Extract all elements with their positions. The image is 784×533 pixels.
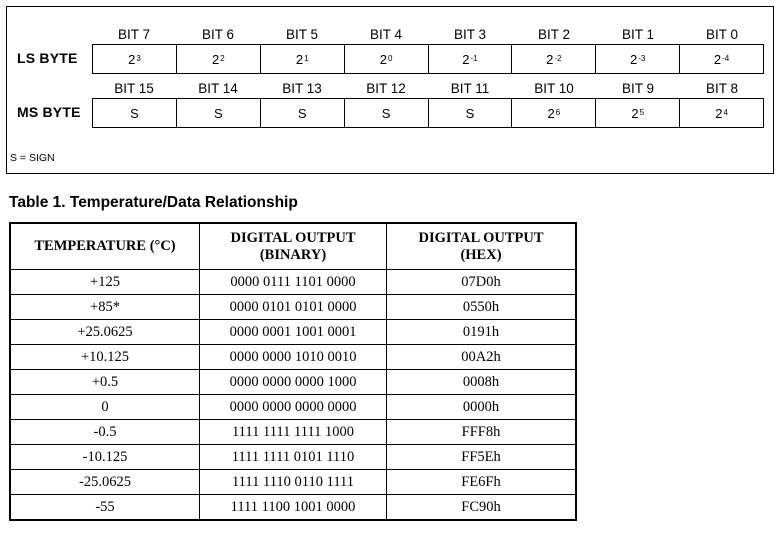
ms-bit-header: BIT 8 xyxy=(705,81,739,96)
ms-bit-cell xyxy=(344,99,428,127)
cell-temp: -0.5 xyxy=(10,420,200,445)
header-hex xyxy=(387,223,577,270)
cell-temp: +125 xyxy=(10,270,200,295)
bit-weight-exponent: 2 xyxy=(220,53,225,63)
ls-bit-header: BIT 7 xyxy=(117,27,151,42)
ls-bit-cell xyxy=(176,45,260,73)
ls-bit-cell xyxy=(679,45,763,73)
bit-weight-base: 2 xyxy=(295,51,304,67)
ms-byte-label: MS BYTE xyxy=(17,104,81,120)
sign-note: S = SIGN xyxy=(10,152,55,164)
header-binary-line1: DIGITAL OUTPUT xyxy=(230,229,356,246)
table-row xyxy=(10,445,576,470)
cell-bin: 0000 0111 1101 0000 xyxy=(200,270,387,295)
cell-hex: 0000h xyxy=(387,395,577,420)
cell-bin: 1111 1100 1001 0000 xyxy=(200,495,387,521)
ms-bit-header: BIT 12 xyxy=(366,81,406,96)
cell-temp: 0 xyxy=(10,395,200,420)
cell-hex: FFF8h xyxy=(387,420,577,445)
table-title: Table 1. Temperature/Data Relationship xyxy=(9,194,298,211)
bit-weight-exponent: 0 xyxy=(387,53,393,63)
bit-weight-base: 2 xyxy=(211,51,220,67)
cell-bin: 0000 0000 0000 0000 xyxy=(200,395,387,420)
cell-bin: 1111 1111 0101 1110 xyxy=(200,445,387,470)
ls-bit-header: BIT 0 xyxy=(705,27,739,42)
table-row xyxy=(10,420,576,445)
bit-weight-base: S xyxy=(213,105,223,121)
bit-weight-base: 2 xyxy=(128,51,136,67)
register-format-box xyxy=(6,6,774,174)
cell-hex: 0191h xyxy=(387,320,577,345)
ls-bit-cell xyxy=(428,45,512,73)
ms-bit-cell xyxy=(176,99,260,127)
ms-bit-cell xyxy=(260,99,344,127)
bit-weight-exponent: -2 xyxy=(554,53,562,63)
bit-weight-base: S xyxy=(130,105,139,121)
bit-weight-exponent: 3 xyxy=(136,53,141,63)
bit-weight-exponent: 4 xyxy=(723,107,728,117)
ls-byte-label: LS BYTE xyxy=(17,50,78,66)
ms-bit-header: BIT 14 xyxy=(198,81,238,96)
ms-bit-header: BIT 11 xyxy=(450,81,490,96)
ms-bit-cell xyxy=(93,99,176,127)
ls-bit-header: BIT 4 xyxy=(369,27,403,42)
header-binary-line2: (BINARY) xyxy=(259,246,327,263)
table-row xyxy=(10,470,576,495)
bit-weight-base: S xyxy=(297,105,307,121)
header-hex-line1: DIGITAL OUTPUT xyxy=(418,229,544,246)
table-row xyxy=(10,270,576,295)
cell-bin: 0000 0000 0000 1000 xyxy=(200,370,387,395)
temperature-data-table xyxy=(9,222,577,521)
cell-hex: 00A2h xyxy=(387,345,577,370)
bit-weight-base: 2 xyxy=(462,51,470,67)
bit-weight-exponent: -1 xyxy=(470,53,478,63)
ms-bit-cell xyxy=(428,99,512,127)
ms-bit-header: BIT 13 xyxy=(282,81,322,96)
cell-bin: 0000 0000 1010 0010 xyxy=(200,345,387,370)
cell-temp: -25.0625 xyxy=(10,470,200,495)
bit-weight-base: S xyxy=(465,105,475,121)
cell-temp: +25.0625 xyxy=(10,320,200,345)
ms-bit-cell xyxy=(679,99,763,127)
ms-bit-header: BIT 9 xyxy=(621,81,655,96)
cell-bin: 0000 0001 1001 0001 xyxy=(200,320,387,345)
bit-weight-base: 2 xyxy=(546,51,554,67)
cell-temp: +0.5 xyxy=(10,370,200,395)
cell-bin: 0000 0101 0101 0000 xyxy=(200,295,387,320)
cell-temp: -55 xyxy=(10,495,200,521)
ls-bit-header: BIT 2 xyxy=(537,27,571,42)
bit-weight-base: 2 xyxy=(715,105,723,121)
header-temperature-text: TEMPERATURE (°C) xyxy=(34,238,176,254)
bit-weight-base: 2 xyxy=(547,105,555,121)
table-row xyxy=(10,345,576,370)
ls-bit-cell xyxy=(344,45,428,73)
table-row xyxy=(10,320,576,345)
cell-temp: +85* xyxy=(10,295,200,320)
ms-bit-cell xyxy=(511,99,595,127)
cell-hex: FF5Eh xyxy=(387,445,577,470)
bit-weight-base: 2 xyxy=(379,51,387,67)
table-row xyxy=(10,495,576,521)
ls-bit-cell xyxy=(511,45,595,73)
bit-weight-base: 2 xyxy=(630,51,638,67)
table-body xyxy=(10,270,576,521)
cell-bin: 1111 1110 0110 1111 xyxy=(200,470,387,495)
bit-weight-base: 2 xyxy=(713,51,722,67)
cell-hex: 07D0h xyxy=(387,270,577,295)
header-binary xyxy=(200,223,387,270)
bit-weight-exponent: -4 xyxy=(722,53,730,63)
ms-bit-header: BIT 10 xyxy=(534,81,574,96)
ls-bit-cell xyxy=(260,45,344,73)
cell-temp: +10.125 xyxy=(10,345,200,370)
bit-weight-exponent: 5 xyxy=(639,107,645,117)
ls-bit-header: BIT 5 xyxy=(285,27,319,42)
cell-hex: 0008h xyxy=(387,370,577,395)
cell-hex: FE6Fh xyxy=(387,470,577,495)
ms-bit-cell xyxy=(595,99,679,127)
cell-bin: 1111 1111 1111 1000 xyxy=(200,420,387,445)
cell-hex: FC90h xyxy=(387,495,577,521)
ls-bit-header: BIT 3 xyxy=(453,27,487,42)
bit-weight-base: 2 xyxy=(631,105,639,121)
ls-bit-cell xyxy=(93,45,176,73)
ls-bit-header: BIT 6 xyxy=(201,27,235,42)
ls-byte-row xyxy=(92,44,764,74)
table-row xyxy=(10,395,576,420)
bit-weight-exponent: -3 xyxy=(638,53,646,63)
cell-hex: 0550h xyxy=(387,295,577,320)
cell-temp: -10.125 xyxy=(10,445,200,470)
ms-bit-header: BIT 15 xyxy=(114,81,154,96)
header-hex-line2: (HEX) xyxy=(460,246,502,263)
ls-bit-cell xyxy=(595,45,679,73)
bit-weight-base: S xyxy=(381,105,391,121)
table-row xyxy=(10,295,576,320)
header-temperature xyxy=(10,223,200,270)
ls-bit-header: BIT 1 xyxy=(621,27,655,42)
table-header-row xyxy=(10,223,576,270)
ms-byte-row xyxy=(92,98,764,128)
bit-weight-exponent: 6 xyxy=(555,107,561,117)
table-row xyxy=(10,370,576,395)
bit-weight-exponent: 1 xyxy=(304,53,309,63)
